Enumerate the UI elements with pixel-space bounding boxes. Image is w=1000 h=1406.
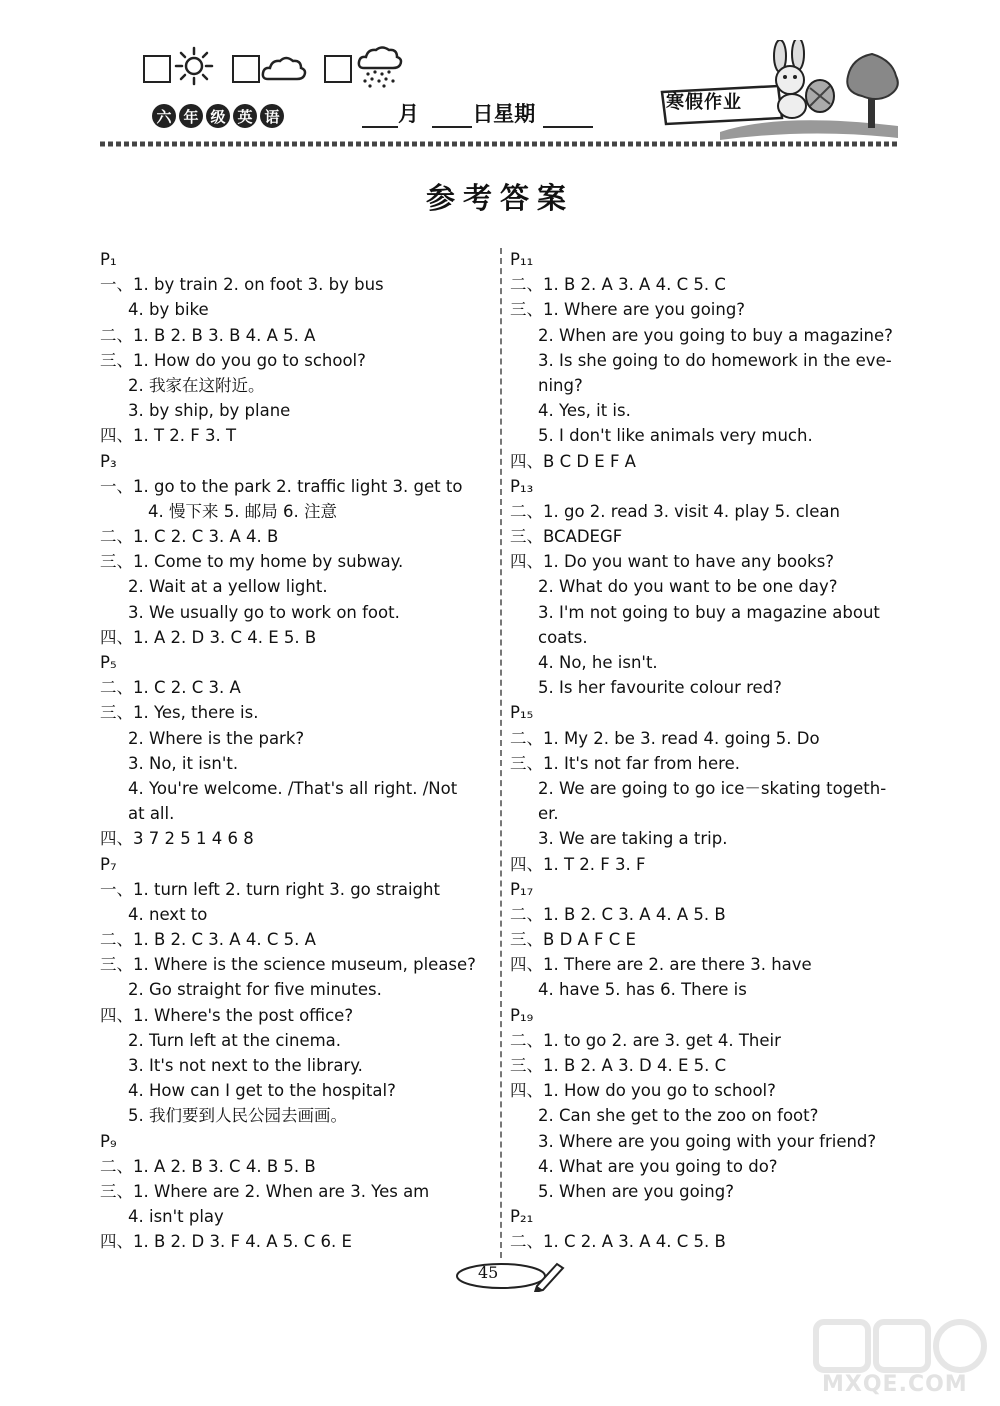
answer-line: 3. by ship, by plane [128, 401, 291, 421]
answer-line: 三、1. Come to my home by subway. [100, 552, 404, 572]
column-divider [500, 248, 502, 1258]
answer-line: 4. No, he isn't. [538, 653, 658, 672]
answer-line: 二、1. B 2. C 3. A 4. C 5. A [100, 930, 316, 950]
answer-line: 三、1. How do you go to school? [100, 350, 366, 370]
rabbit-illustration [758, 40, 848, 120]
answer-line: P₉ [100, 1131, 117, 1151]
month-blank[interactable] [362, 104, 398, 128]
answer-line: P₇ [100, 854, 117, 874]
answer-line: 4. have 5. has 6. There is [538, 980, 747, 1000]
answer-line: P₅ [100, 653, 117, 672]
watermark-url: MXQE.COM [822, 1372, 968, 1397]
answer-line: 三、1. B 2. A 3. D 4. E 5. C [510, 1056, 727, 1075]
answer-line: P₁₃ [510, 476, 534, 496]
answer-line: 2. When are you going to buy a magazine? [538, 325, 893, 345]
cloud-icon [260, 52, 308, 84]
answer-line: 四、1. B 2. D 3. F 4. A 5. C 6. E [100, 1232, 352, 1252]
answer-line: 四、1. There are 2. are there 3. have [510, 955, 812, 975]
homework-banner-text: 寒假作业 [666, 92, 742, 113]
answer-line: 二、1. A 2. B 3. C 4. B 5. B [100, 1156, 316, 1176]
answer-line: 四、B C D E F A [510, 451, 636, 471]
answer-line: P₃ [100, 451, 117, 471]
page-title: 参考答案 [425, 181, 574, 215]
day-blank[interactable] [432, 104, 472, 128]
answer-line: P₁₇ [510, 879, 534, 899]
answer-line: 4. 慢下来 5. 邮局 6. 注意 [148, 501, 337, 521]
answer-line: 三、1. It's not far from here. [510, 753, 740, 773]
answer-line: 4. by bike [128, 300, 209, 320]
answer-line: 一、1. turn left 2. turn right 3. go straight [100, 879, 440, 899]
answer-line: 三、BCADEGF [510, 527, 623, 547]
answer-line: 三、1. Where is the science museum, please? [100, 955, 476, 975]
answer-line: 二、1. B 2. C 3. A 4. A 5. B [510, 904, 726, 924]
answer-line: 二、1. to go 2. are 3. get 4. Their [510, 1030, 781, 1050]
answer-line: 3. Is she going to do homework in the eve- [538, 350, 892, 370]
answer-line: 5. I don't like animals very much. [538, 426, 813, 446]
answer-line: ning? [538, 375, 583, 395]
answer-line: 三、1. Yes, there is. [100, 703, 259, 723]
answer-line: 三、1. Where are you going? [510, 300, 746, 320]
date-fill-line [362, 98, 593, 128]
answer-line: 四、1. Do you want to have any books? [510, 552, 835, 572]
sun-icon [172, 44, 216, 88]
answer-line: P₁₁ [510, 250, 534, 269]
answer-line: 2. Wait at a yellow light. [128, 577, 328, 597]
answer-line: 四、1. T 2. F 3. T [100, 426, 237, 446]
answer-line: 2. What do you want to be one day? [538, 577, 838, 597]
answer-line: 二、1. B 2. A 3. A 4. C 5. C [510, 275, 726, 295]
answer-line: P₁₉ [510, 1005, 534, 1025]
answer-line: at all. [128, 804, 175, 824]
answer-line: 3. We usually go to work on foot. [128, 602, 400, 622]
answer-line: 3. It's not next to the library. [128, 1056, 363, 1075]
answer-line: P₂₁ [510, 1207, 534, 1227]
answer-line: 4. What are you going to do? [538, 1156, 778, 1176]
answer-line: 3. We are taking a trip. [538, 829, 728, 849]
answer-line: 二、1. C 2. C 3. A [100, 678, 241, 698]
page-header [0, 0, 1000, 150]
answer-line: er. [538, 804, 559, 824]
day-week-label: 日星期 [472, 101, 536, 126]
answer-line: 2. Can she get to the zoo on foot? [538, 1106, 819, 1126]
answer-line: 三、B D A F C E [510, 930, 636, 950]
answer-line: 4. You're welcome. /That's all right. /Not [128, 778, 458, 798]
answer-line: 5. 我们要到人民公园去画画。 [128, 1106, 347, 1126]
answer-line: 4. next to [128, 904, 208, 924]
answer-line: 四、1. T 2. F 3. F [510, 854, 646, 874]
answer-line: 四、1. A 2. D 3. C 4. E 5. B [100, 627, 317, 647]
page-number-badge [455, 1258, 565, 1292]
answer-line: P₁₅ [510, 703, 534, 723]
page-number: 45 [478, 1263, 499, 1282]
grade-char: 年 [179, 104, 203, 128]
weather-checkbox-rainy[interactable] [324, 55, 352, 83]
tree-illustration [842, 52, 902, 130]
answer-line: 2. We are going to go ice－skating togeth- [538, 778, 887, 798]
answer-line: 5. Is her favourite colour red? [538, 678, 782, 698]
weather-checkbox-cloudy[interactable] [232, 55, 260, 83]
answer-line: 四、1. Where's the post office? [100, 1005, 354, 1025]
answer-line: 二、1. C 2. C 3. A 4. B [100, 527, 279, 547]
header-dotted-divider [100, 140, 900, 148]
answer-line: 二、1. My 2. be 3. read 4. going 5. Do [510, 728, 820, 748]
rain-cloud-icon [356, 46, 406, 88]
answer-line: 2. Turn left at the cinema. [128, 1030, 342, 1050]
answer-line: 三、1. Where are 2. When are 3. Yes am [100, 1181, 430, 1201]
answer-line: 3. I'm not going to buy a magazine about [538, 602, 880, 622]
answer-line: 二、1. B 2. B 3. B 4. A 5. A [100, 325, 316, 345]
answer-line: 2. 我家在这附近。 [128, 375, 265, 395]
answers-right-column [510, 247, 906, 1255]
answers-left-column [100, 247, 496, 1255]
answer-line: 2. Go straight for five minutes. [128, 980, 382, 1000]
answer-line: 四、3 7 2 5 1 4 6 8 [100, 829, 254, 849]
grade-subject-badge [152, 104, 284, 128]
answer-line: 3. Where are you going with your friend? [538, 1131, 877, 1151]
answer-line: 四、1. How do you go to school? [510, 1081, 776, 1101]
answer-line: P₁ [100, 250, 117, 269]
answer-line: 一、1. by train 2. on foot 3. by bus [100, 275, 384, 295]
grade-char: 英 [233, 104, 257, 128]
answer-line: 4. How can I get to the hospital? [128, 1081, 396, 1101]
answer-line: 一、1. go to the park 2. traffic light 3. get to [100, 476, 463, 496]
answer-line: 4. isn't play [128, 1207, 224, 1227]
grade-char: 六 [152, 104, 176, 128]
answer-line: 二、1. C 2. A 3. A 4. C 5. B [510, 1232, 726, 1252]
grade-char: 语 [260, 104, 284, 128]
answer-line: 2. Where is the park? [128, 728, 305, 748]
grade-char: 级 [206, 104, 230, 128]
answer-line: 5. When are you going? [538, 1181, 734, 1201]
watermark-logo [812, 1316, 992, 1374]
answer-line: coats. [538, 627, 588, 647]
answer-line: 二、1. go 2. read 3. visit 4. play 5. clean [510, 501, 840, 521]
weekday-blank[interactable] [543, 104, 593, 128]
month-label: 月 [398, 101, 419, 126]
answer-line: 4. Yes, it is. [538, 401, 631, 421]
weather-checkbox-sunny[interactable] [143, 55, 171, 83]
answer-line: 3. No, it isn't. [128, 753, 239, 773]
